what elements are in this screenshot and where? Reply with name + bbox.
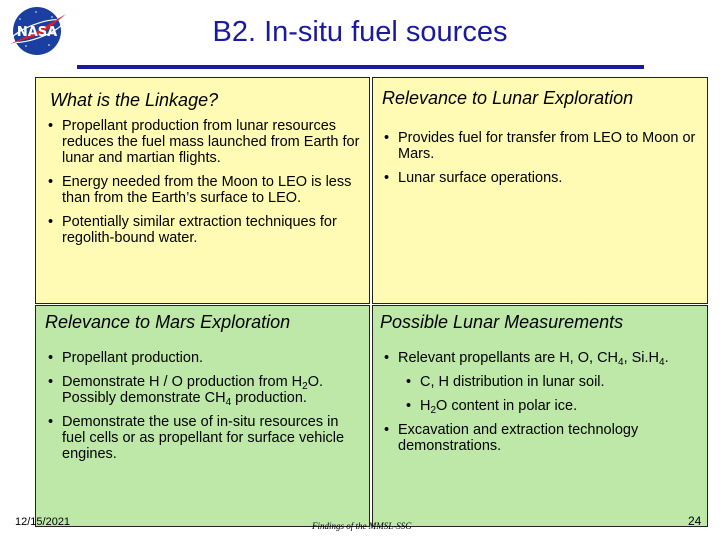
linkage-list bbox=[44, 118, 362, 254]
list-item: • $H_2O$ content in polar ice. bbox=[380, 398, 702, 414]
list-item: • C, H distribution in lunar soil. bbox=[380, 374, 702, 390]
list-item: • Excavation and extraction technology demonstrations. bbox=[380, 422, 702, 454]
mars-relevance-panel bbox=[35, 305, 370, 527]
list-item: • Demonstrate the use of in-situ resources in fuel cells or as propellant for surface vehicle engines. bbox=[44, 414, 364, 462]
list-item: • Provides fuel for transfer from LEO to Moon or Mars. bbox=[380, 130, 702, 162]
nasa-logo-text: NASA bbox=[16, 25, 58, 40]
slide-title: B2. In-situ fuel sources bbox=[212, 16, 508, 48]
list-item: • Energy needed from the Moon to LEO is less than from the Earth’s surface to LEO. bbox=[44, 174, 362, 206]
list-item: • Potentially similar extraction techniques for regolith-bound water. bbox=[44, 214, 362, 246]
lunar-measurements-heading: Possible Lunar Measurements bbox=[380, 312, 624, 332]
title-underline bbox=[77, 65, 644, 69]
list-item: • Demonstrate H / O production from $H_2O$. Possibly demonstrate $CH_4$ production. bbox=[44, 374, 364, 406]
list-item: • Propellant production from lunar resources reduces the fuel mass launched from Earth for lunar and martian flights. bbox=[44, 118, 362, 166]
footer-source: Findings of the MMSL-SSG bbox=[312, 521, 412, 531]
linkage-panel bbox=[35, 77, 370, 304]
list-item: • Propellant production. bbox=[44, 350, 364, 366]
lunar-relevance-panel bbox=[372, 77, 708, 304]
mars-relevance-list bbox=[44, 350, 364, 470]
lunar-relevance-heading: Relevance to Lunar Exploration bbox=[382, 88, 634, 108]
lunar-measurements-list bbox=[380, 350, 702, 462]
linkage-heading: What is the Linkage? bbox=[50, 90, 219, 110]
list-item: • Lunar surface operations. bbox=[380, 170, 702, 186]
mars-relevance-heading: Relevance to Mars Exploration bbox=[45, 312, 291, 332]
lunar-measurements-panel bbox=[372, 305, 708, 527]
page-number: 24 bbox=[688, 514, 702, 528]
footer-date: 12/15/2021 bbox=[15, 516, 71, 528]
list-item: • Relevant propellants are H, O, $CH_4$, $Si.H_4$. bbox=[380, 350, 702, 366]
lunar-relevance-list bbox=[380, 130, 702, 194]
